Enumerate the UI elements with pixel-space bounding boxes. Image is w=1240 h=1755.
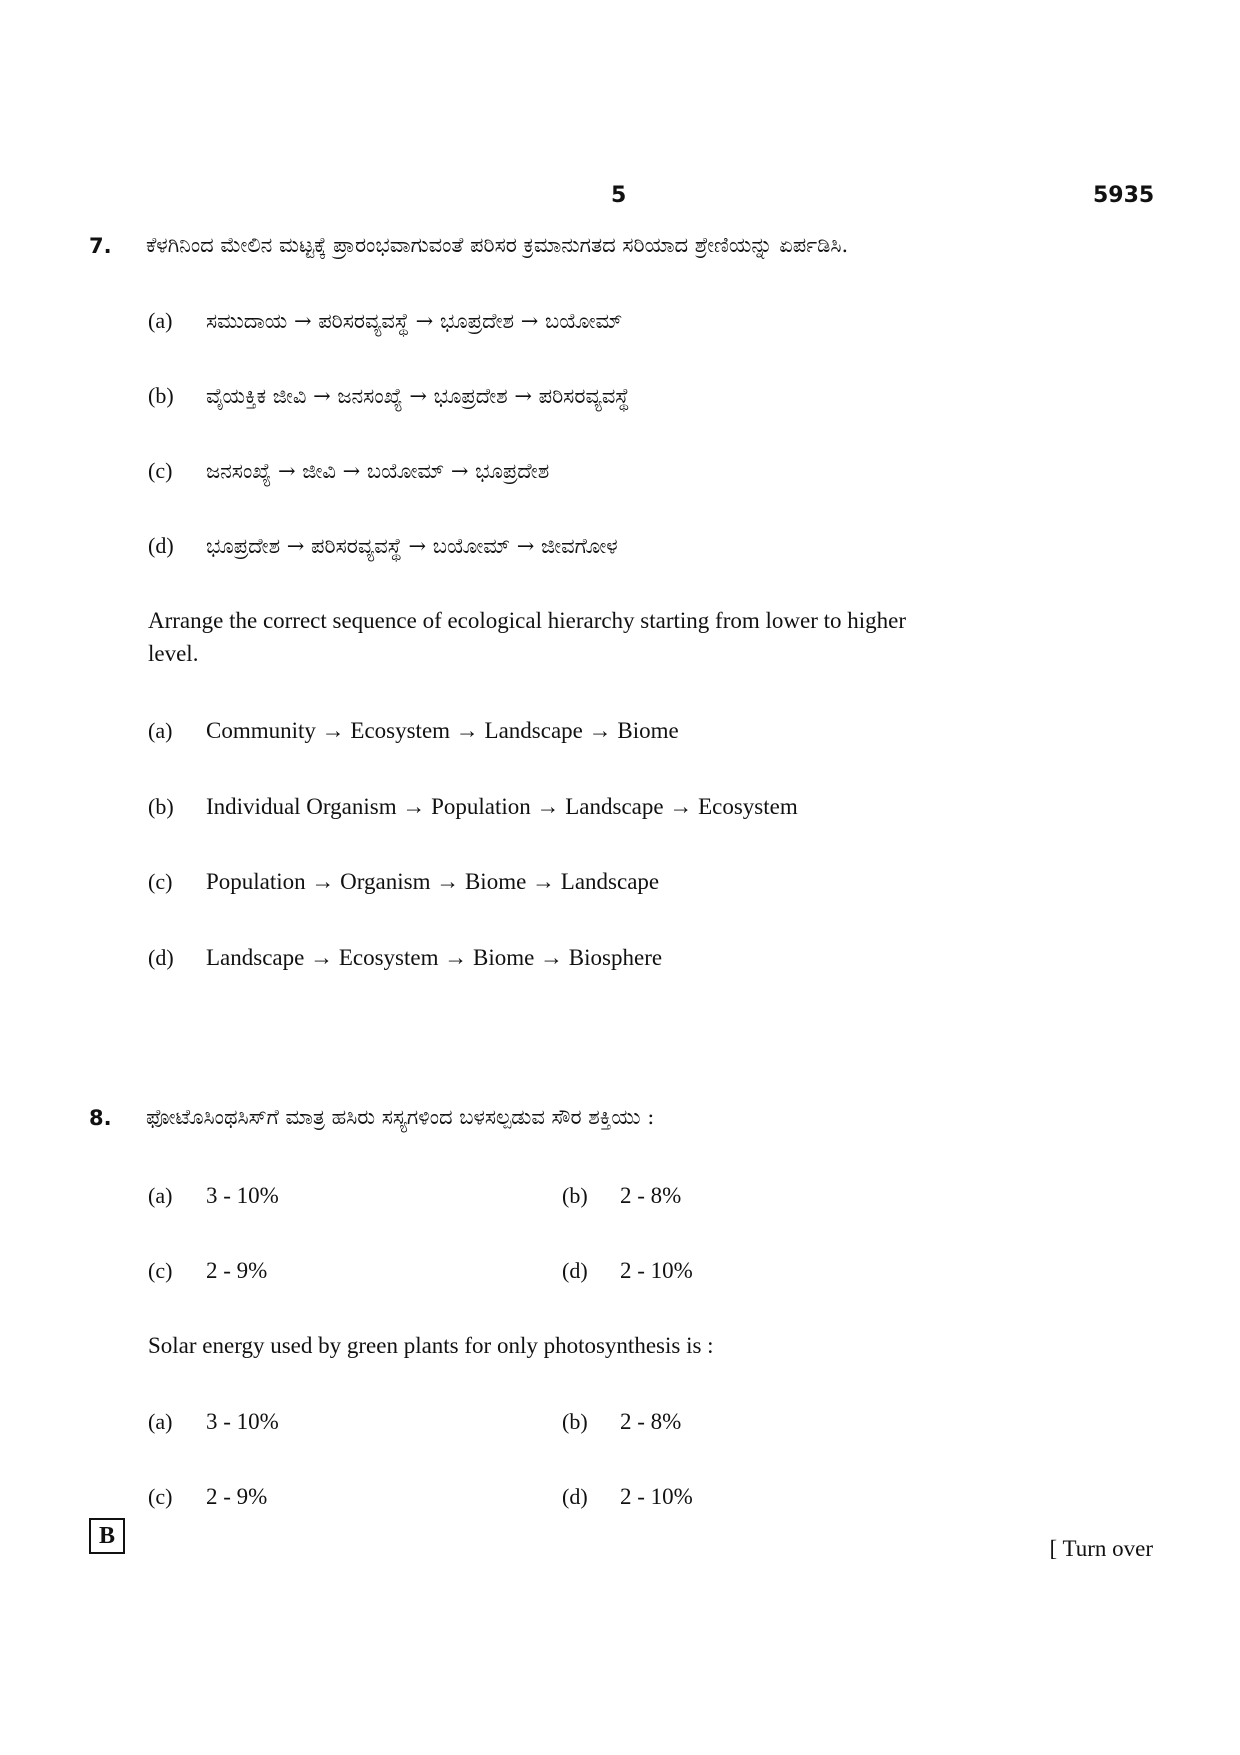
option-label: (b) (148, 383, 174, 408)
paper-code: 5935 (1093, 183, 1155, 208)
option-label: (a) (148, 718, 173, 743)
option-text: 2 - 10% (620, 1258, 693, 1283)
option-label: (d) (562, 1258, 588, 1283)
option-text: ಸಮುದಾಯ → ಪರಿಸರವ್ಯವಸ್ಥೆ → ಭೂಪ್ರದೇಶ → ಬಯೋಮ್ (206, 309, 623, 333)
booklet-series-box: B (89, 1518, 125, 1554)
option-text: 2 - 8% (620, 1183, 682, 1208)
option-label: (b) (562, 1409, 588, 1434)
option-row (148, 869, 659, 895)
option-row (562, 1409, 681, 1435)
question-text-english: Arrange the correct sequence of ecological hierarchy starting from lower to higher (148, 608, 907, 633)
option-label: (a) (148, 308, 173, 333)
turn-over-note: [ Turn over (1049, 1536, 1153, 1561)
option-row (148, 458, 549, 484)
option-row (148, 308, 622, 334)
option-label: (b) (148, 794, 174, 819)
option-row (148, 383, 629, 409)
option-row (148, 718, 679, 744)
option-label: (c) (148, 458, 173, 483)
option-text: 2 - 8% (620, 1409, 682, 1434)
option-text: Individual Organism → Population → Landscape → Ecosystem (206, 794, 798, 819)
option-label: (d) (562, 1484, 588, 1509)
question-text-kannada: ಫೋಟೊಸಿಂಥಸಿಸ್‌ಗೆ ಮಾತ್ರ ಹಸಿರು ಸಸ್ಯಗಳಿಂದ ಬಳಸಲ್ಪಡುವ ಸೌರ ಶಕ್ತಿಯು : (146, 1105, 655, 1129)
option-text: 3 - 10% (206, 1183, 279, 1208)
option-row (562, 1258, 693, 1284)
option-row (148, 1183, 279, 1209)
option-label: (a) (148, 1183, 173, 1208)
option-label: (c) (148, 1484, 173, 1509)
option-text: Population → Organism → Biome → Landscape (206, 869, 660, 894)
option-row (148, 1409, 279, 1435)
option-text: 3 - 10% (206, 1409, 279, 1434)
option-row (148, 1484, 267, 1510)
option-text: Landscape → Ecosystem → Biome → Biosphere (206, 945, 663, 970)
option-row (562, 1484, 693, 1510)
option-row (148, 533, 618, 559)
option-text: Community → Ecosystem → Landscape → Biome (206, 718, 679, 743)
question-number: 8. (89, 1106, 112, 1130)
option-text: 2 - 9% (206, 1484, 268, 1509)
option-row (148, 945, 662, 971)
option-text: ವೈಯಕ್ತಿಕ ಜೀವಿ → ಜನಸಂಖ್ಯೆ → ಭೂಪ್ರದೇಶ → ಪರಿಸರವ್ಯವಸ್ಥೆ (206, 384, 630, 408)
page-number: 5 (611, 183, 627, 208)
option-text: 2 - 9% (206, 1258, 268, 1283)
option-text: 2 - 10% (620, 1484, 693, 1509)
option-label: (c) (148, 869, 173, 894)
option-row (562, 1183, 681, 1209)
option-label: (b) (562, 1183, 588, 1208)
option-row (148, 1258, 267, 1284)
question-text-kannada: ಕೆಳಗಿನಿಂದ ಮೇಲಿನ ಮಟ್ಟಕ್ಕೆ ಪ್ರಾರಂಭವಾಗುವಂತೆ ಪರಿಸರ ಕ್ರಮಾನುಗತದ ಸರಿಯಾದ ಶ್ರೇಣಿಯನ್ನು ಏರ್ಪಡಿಸಿ. (146, 233, 849, 257)
option-text: ಭೂಪ್ರದೇಶ → ಪರಿಸರವ್ಯವಸ್ಥೆ → ಬಯೋಮ್ → ಜೀವಗೋಳ (206, 534, 618, 558)
option-text: ಜನಸಂಖ್ಯೆ → ಜೀವಿ → ಬಯೋಮ್ → ಭೂಪ್ರದೇಶ (206, 459, 550, 483)
option-row (148, 794, 798, 820)
question-text-english: Solar energy used by green plants for only photosynthesis is : (148, 1333, 714, 1358)
question-number: 7. (89, 234, 112, 258)
question-text-english-continued: level. (148, 641, 199, 666)
option-label: (a) (148, 1409, 173, 1434)
option-label: (d) (148, 533, 174, 558)
option-label: (c) (148, 1258, 173, 1283)
option-label: (d) (148, 945, 174, 970)
